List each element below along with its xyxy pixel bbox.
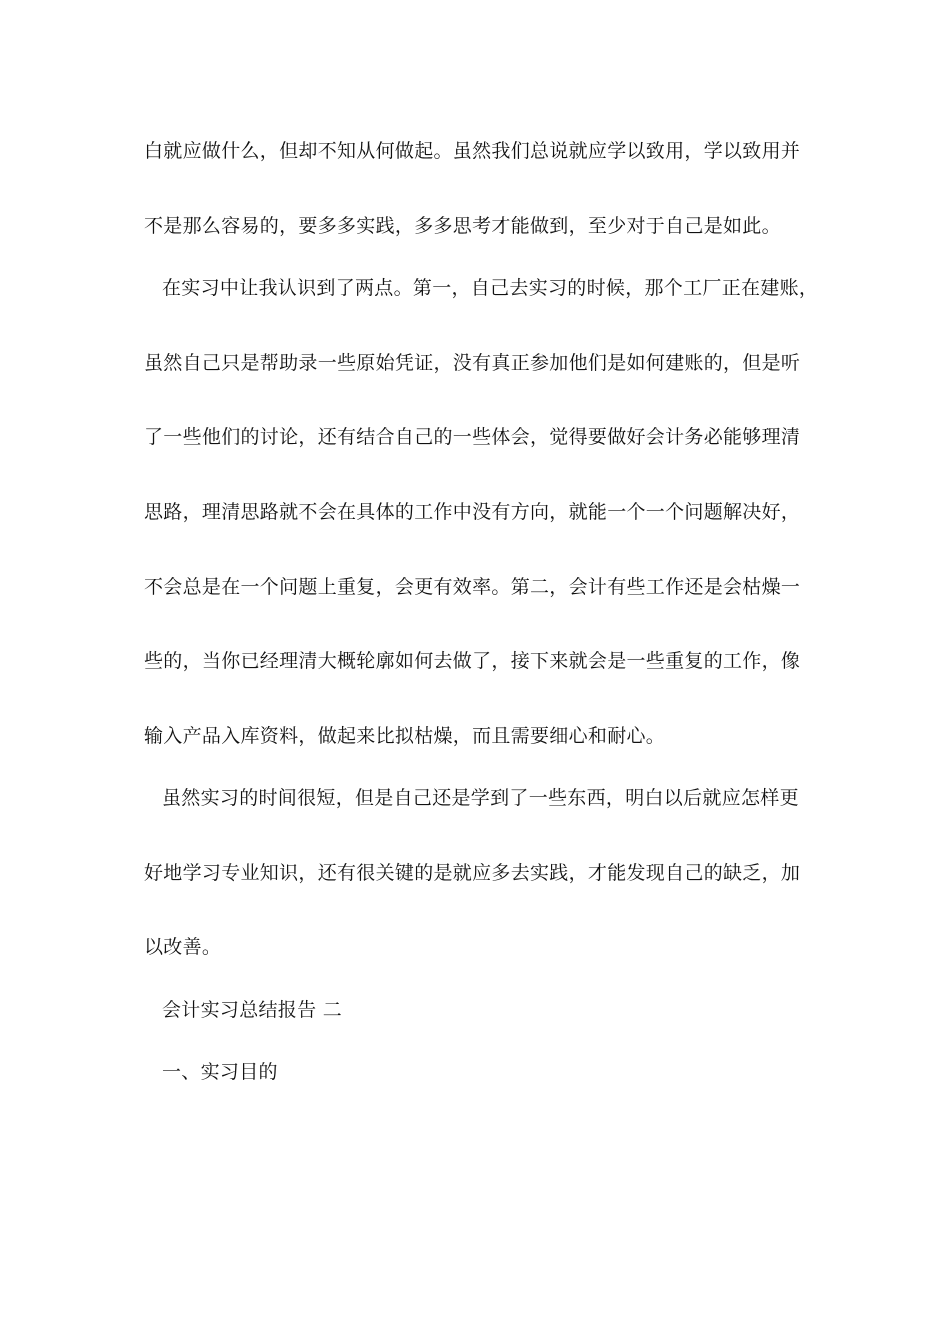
paragraph-line: 以改善。: [144, 936, 222, 958]
paragraph-line: 思路，理清思路就不会在具体的工作中没有方向，就能一个一个问题解决好，: [144, 501, 801, 523]
paragraph-line: 虽然自己只是帮助录一些原始凭证，没有真正参加他们是如何建账的，但是听: [144, 352, 801, 374]
paragraph-line: 了一些他们的讨论，还有结合自己的一些体会，觉得要做好会计务必能够理清: [144, 426, 801, 448]
section-heading: 会计实习总结报告 二: [162, 999, 343, 1021]
paragraph-line: 在实习中让我认识到了两点。第一，自己去实习的时候，那个工厂正在建账，: [162, 277, 819, 299]
paragraph-line: 不是那么容易的，要多多实践，多多思考才能做到，至少对于自己是如此。: [144, 215, 781, 237]
paragraph-line: 不会总是在一个问题上重复，会更有效率。第二，会计有些工作还是会枯燥一: [144, 576, 801, 598]
subsection-heading: 一、实习目的: [162, 1061, 278, 1083]
paragraph-line: 虽然实习的时间很短，但是自己还是学到了一些东西，明白以后就应怎样更: [162, 787, 799, 809]
paragraph-line: 好地学习专业知识，还有很关键的是就应多去实践，才能发现自己的缺乏，加: [144, 862, 801, 884]
paragraph-line: 输入产品入库资料，做起来比拟枯燥，而且需要细心和耐心。: [144, 725, 666, 747]
paragraph-line: 白就应做什么，但却不知从何做起。虽然我们总说就应学以致用，学以致用并: [144, 140, 801, 162]
paragraph-line: 些的，当你已经理清大概轮廓如何去做了，接下来就会是一些重复的工作，像: [144, 650, 801, 672]
